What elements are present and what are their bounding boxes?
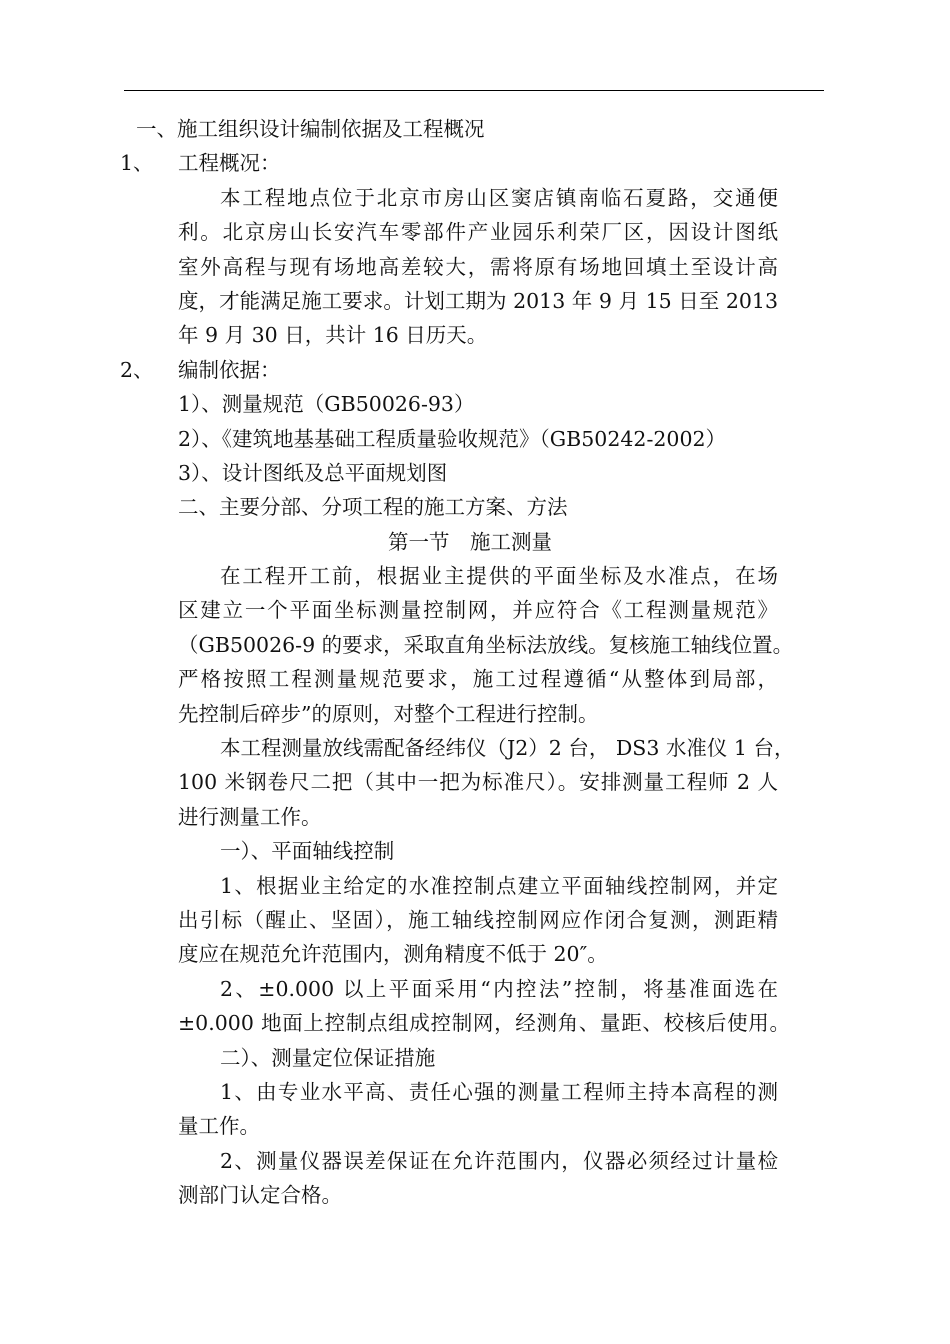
measures-2-line-1: 2、测量仪器误差保证在允许范围内，仪器必须经过计量检: [220, 1149, 778, 1173]
para-a-line-5: 先控制后碎步”的原则，对整个工程进行控制。: [178, 702, 599, 726]
overview-line-1: 本工程地点位于北京市房山区窦店镇南临石夏路，交通便: [220, 186, 778, 210]
para-b-line-3: 进行测量工作。: [178, 805, 322, 829]
basis-item-2: 2）、《建筑地基基础工程质量验收规范》（GB50242-2002）: [178, 427, 727, 451]
item1-title: 工程概况：: [178, 151, 281, 175]
axis-1-line-3: 度应在规范允许范围内，测角精度不低于 20″。: [178, 942, 608, 966]
axis-1-line-2: 出引标（醒止、坚固），施工轴线控制网应作闭合复测，测距精: [178, 908, 778, 932]
item2-number: 2、: [120, 358, 154, 382]
section2-heading: 二、主要分部、分项工程的施工方案、方法: [178, 495, 568, 519]
para-b-line-1: 本工程测量放线需配备经纬仪（J2）2 台， DS3 水准仪 1 台，: [220, 736, 795, 760]
subsection-title: 第一节 施工测量: [388, 530, 552, 554]
axis-1-line-1: 1、根据业主给定的水准控制点建立平面轴线控制网，并定: [220, 874, 778, 898]
para-a-line-3: （GB50026-9 的要求，采取直角坐标法放线。复核施工轴线位置。: [178, 633, 794, 657]
section1-heading: 一、施工组织设计编制依据及工程概况: [136, 117, 485, 141]
para-b-line-2: 100 米钢卷尺二把（其中一把为标准尺）。安排测量工程师 2 人: [178, 770, 778, 794]
overview-line-4: 度，才能满足施工要求。计划工期为 2013 年 9 月 15 日至 2013: [178, 289, 778, 313]
heading-measures: 二）、测量定位保证措施: [220, 1046, 436, 1070]
measures-2-line-2: 测部门认定合格。: [178, 1183, 342, 1207]
header-rule: [124, 90, 824, 91]
para-a-line-1: 在工程开工前，根据业主提供的平面坐标及水准点，在场: [220, 564, 778, 588]
measures-1-line-2: 量工作。: [178, 1114, 260, 1138]
heading-axis-control: 一）、平面轴线控制: [220, 839, 395, 863]
item1-number: 1、: [120, 151, 154, 175]
overview-line-5: 年 9 月 30 日，共计 16 日历天。: [178, 323, 488, 347]
basis-item-3: 3）、设计图纸及总平面规划图: [178, 461, 448, 485]
overview-line-3: 室外高程与现有场地高差较大，需将原有场地回填土至设计高: [178, 255, 778, 279]
item2-title: 编制依据：: [178, 358, 281, 382]
axis-2-line-2: ±0.000 地面上控制点组成控制网，经测角、量距、校核后使用。: [178, 1011, 790, 1035]
para-a-line-2: 区建立一个平面坐标测量控制网，并应符合《工程测量规范》: [178, 598, 778, 622]
measures-1-line-1: 1、由专业水平高、责任心强的测量工程师主持本高程的测: [220, 1080, 778, 1104]
para-a-line-4: 严格按照工程测量规范要求，施工过程遵循“从整体到局部，: [178, 667, 778, 691]
basis-item-1: 1）、测量规范（GB50026-93）: [178, 392, 475, 416]
overview-line-2: 利。北京房山长安汽车零部件产业园乐利荣厂区，因设计图纸: [178, 220, 778, 244]
axis-2-line-1: 2、±0.000 以上平面采用“内控法”控制，将基准面选在: [220, 977, 778, 1001]
